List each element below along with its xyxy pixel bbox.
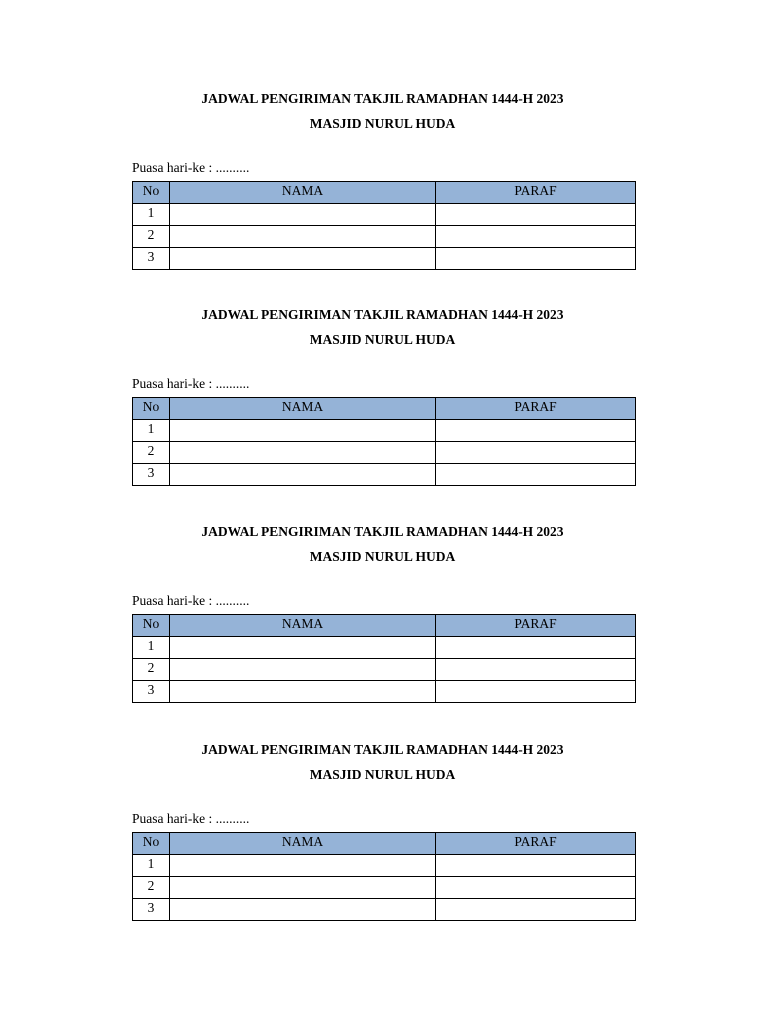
mosque-name: MASJID NURUL HUDA xyxy=(309,332,456,347)
table-header-row xyxy=(133,398,636,420)
row-number: 1 xyxy=(133,637,170,659)
header-no: No xyxy=(133,833,170,855)
header-paraf: PARAF xyxy=(436,182,636,204)
row-number: 2 xyxy=(133,226,170,248)
table-row xyxy=(133,204,636,226)
paraf-cell[interactable] xyxy=(436,637,636,659)
nama-cell[interactable] xyxy=(170,681,436,703)
nama-cell[interactable] xyxy=(170,659,436,681)
nama-cell[interactable] xyxy=(170,226,436,248)
row-number: 3 xyxy=(133,464,170,486)
table-row xyxy=(133,420,636,442)
paraf-cell[interactable] xyxy=(436,659,636,681)
schedule-table xyxy=(132,614,636,703)
table-header-row xyxy=(133,615,636,637)
paraf-cell[interactable] xyxy=(436,420,636,442)
header-no: No xyxy=(133,398,170,420)
row-number: 2 xyxy=(133,877,170,899)
header-no: No xyxy=(133,615,170,637)
mosque-name: MASJID NURUL HUDA xyxy=(309,767,456,782)
schedule-title: JADWAL PENGIRIMAN TAKJIL RAMADHAN 1444-H 2023 xyxy=(201,307,564,322)
nama-cell[interactable] xyxy=(170,248,436,270)
mosque-name: MASJID NURUL HUDA xyxy=(309,116,456,131)
header-paraf: PARAF xyxy=(436,615,636,637)
paraf-cell[interactable] xyxy=(436,855,636,877)
table-row xyxy=(133,442,636,464)
row-number: 1 xyxy=(133,204,170,226)
schedule-title: JADWAL PENGIRIMAN TAKJIL RAMADHAN 1444-H 2023 xyxy=(201,91,564,106)
paraf-cell[interactable] xyxy=(436,899,636,921)
nama-cell[interactable] xyxy=(170,442,436,464)
paraf-cell[interactable] xyxy=(436,248,636,270)
header-nama: NAMA xyxy=(170,615,436,637)
paraf-cell[interactable] xyxy=(436,681,636,703)
header-nama: NAMA xyxy=(170,182,436,204)
row-number: 1 xyxy=(133,420,170,442)
fasting-day-label: Puasa hari-ke : .......... xyxy=(132,376,250,391)
table-row xyxy=(133,877,636,899)
nama-cell[interactable] xyxy=(170,464,436,486)
schedule-title: JADWAL PENGIRIMAN TAKJIL RAMADHAN 1444-H 2023 xyxy=(201,742,564,757)
nama-cell[interactable] xyxy=(170,637,436,659)
nama-cell[interactable] xyxy=(170,899,436,921)
table-row xyxy=(133,855,636,877)
fasting-day-label: Puasa hari-ke : .......... xyxy=(132,593,250,608)
header-paraf: PARAF xyxy=(436,833,636,855)
nama-cell[interactable] xyxy=(170,855,436,877)
table-row xyxy=(133,248,636,270)
paraf-cell[interactable] xyxy=(436,442,636,464)
row-number: 3 xyxy=(133,681,170,703)
schedule-table xyxy=(132,181,636,270)
nama-cell[interactable] xyxy=(170,420,436,442)
schedule-section xyxy=(132,302,635,486)
schedule-section xyxy=(132,519,635,703)
table-row xyxy=(133,464,636,486)
schedule-table xyxy=(132,397,636,486)
schedule-title: JADWAL PENGIRIMAN TAKJIL RAMADHAN 1444-H 2023 xyxy=(201,524,564,539)
fasting-day-label: Puasa hari-ke : .......... xyxy=(132,811,250,826)
table-header-row xyxy=(133,182,636,204)
header-paraf: PARAF xyxy=(436,398,636,420)
header-nama: NAMA xyxy=(170,398,436,420)
table-header-row xyxy=(133,833,636,855)
table-row xyxy=(133,681,636,703)
paraf-cell[interactable] xyxy=(436,464,636,486)
row-number: 3 xyxy=(133,248,170,270)
fasting-day-label: Puasa hari-ke : .......... xyxy=(132,160,250,175)
table-row xyxy=(133,659,636,681)
schedule-section xyxy=(132,737,635,921)
mosque-name: MASJID NURUL HUDA xyxy=(309,549,456,564)
row-number: 3 xyxy=(133,899,170,921)
table-row xyxy=(133,637,636,659)
header-no: No xyxy=(133,182,170,204)
paraf-cell[interactable] xyxy=(436,204,636,226)
table-row xyxy=(133,899,636,921)
schedule-section xyxy=(132,86,635,270)
row-number: 1 xyxy=(133,855,170,877)
table-row xyxy=(133,226,636,248)
row-number: 2 xyxy=(133,659,170,681)
nama-cell[interactable] xyxy=(170,204,436,226)
row-number: 2 xyxy=(133,442,170,464)
paraf-cell[interactable] xyxy=(436,877,636,899)
header-nama: NAMA xyxy=(170,833,436,855)
nama-cell[interactable] xyxy=(170,877,436,899)
paraf-cell[interactable] xyxy=(436,226,636,248)
schedule-table xyxy=(132,832,636,921)
